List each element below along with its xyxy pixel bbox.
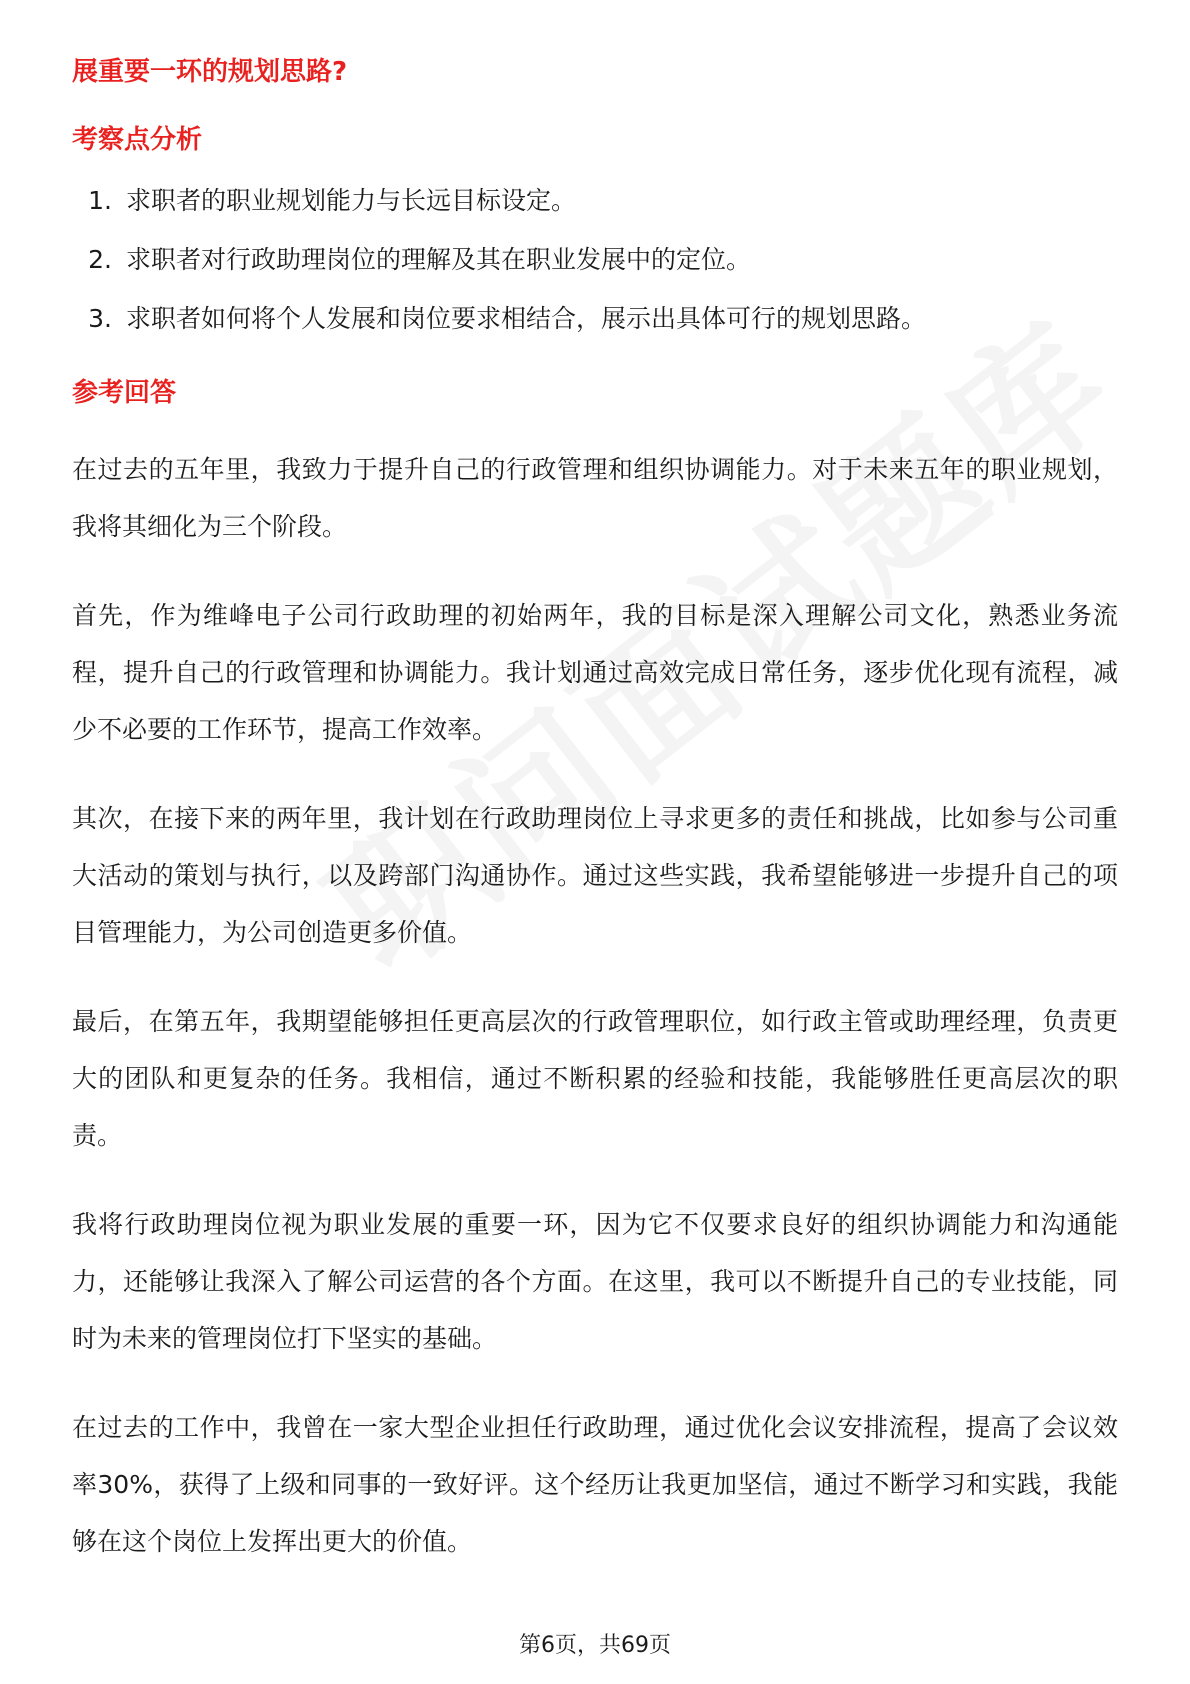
answer-paragraph: 首先，作为维峰电子公司行政助理的初始两年，我的目标是深入理解公司文化，熟悉业务流程，提升自己的行政管理和协调能力。我计划通过高效完成日常任务，逐步优化现有流程，减少不必要的工作环节，提高工作效率。 — [72, 600, 1118, 744]
answer-paragraph: 最后，在第五年，我期望能够担任更高层次的行政管理职位，如行政主管或助理经理，负责更大的团队和更复杂的任务。我相信，通过不断积累的经验和技能，我能够胜任更高层次的职责。 — [72, 1006, 1118, 1150]
answer-paragraph: 在过去的工作中，我曾在一家大型企业担任行政助理，通过优化会议安排流程，提高了会议效率30%，获得了上级和同事的一致好评。这个经历让我更加坚信，通过不断学习和实践，我能够在这个岗位上发挥出更大的价值。 — [72, 1412, 1118, 1556]
list-item-number: 2. — [88, 245, 112, 275]
list-item-text: 求职者的职业规划能力与长远目标设定。 — [126, 186, 577, 216]
list-item — [72, 242, 1118, 278]
answer-paragraph: 其次，在接下来的两年里，我计划在行政助理岗位上寻求更多的责任和挑战，比如参与公司重大活动的策划与执行，以及跨部门沟通协作。通过这些实践，我希望能够进一步提升自己的项目管理能力，为公司创造更多价值。 — [72, 803, 1118, 947]
document-body — [72, 40, 1118, 1570]
question-title: 展重要一环的规划思路? — [72, 57, 348, 87]
analysis-heading: 考察点分析 — [72, 124, 203, 155]
page-number: 第6页，共69页 — [519, 1633, 671, 1658]
list-item-text: 求职者对行政助理岗位的理解及其在职业发展中的定位。 — [126, 245, 752, 275]
answer-paragraph: 我将行政助理岗位视为职业发展的重要一环，因为它不仅要求良好的组织协调能力和沟通能力，还能够让我深入了解公司运营的各个方面。在这里，我可以不断提升自己的专业技能，同时为未来的管理岗位打下坚实的基础。 — [72, 1209, 1118, 1353]
answer-heading: 参考回答 — [72, 378, 177, 409]
list-item-number: 3. — [88, 304, 112, 334]
list-item-text: 求职者如何将个人发展和岗位要求相结合，展示出具体可行的规划思路。 — [126, 304, 927, 334]
analysis-list — [72, 183, 1118, 337]
list-item — [72, 183, 1118, 219]
answer-paragraph: 在过去的五年里，我致力于提升自己的行政管理和组织协调能力。对于未来五年的职业规划，我将其细化为三个阶段。 — [72, 454, 1118, 541]
list-item — [72, 301, 1118, 337]
list-item-number: 1. — [88, 186, 112, 216]
